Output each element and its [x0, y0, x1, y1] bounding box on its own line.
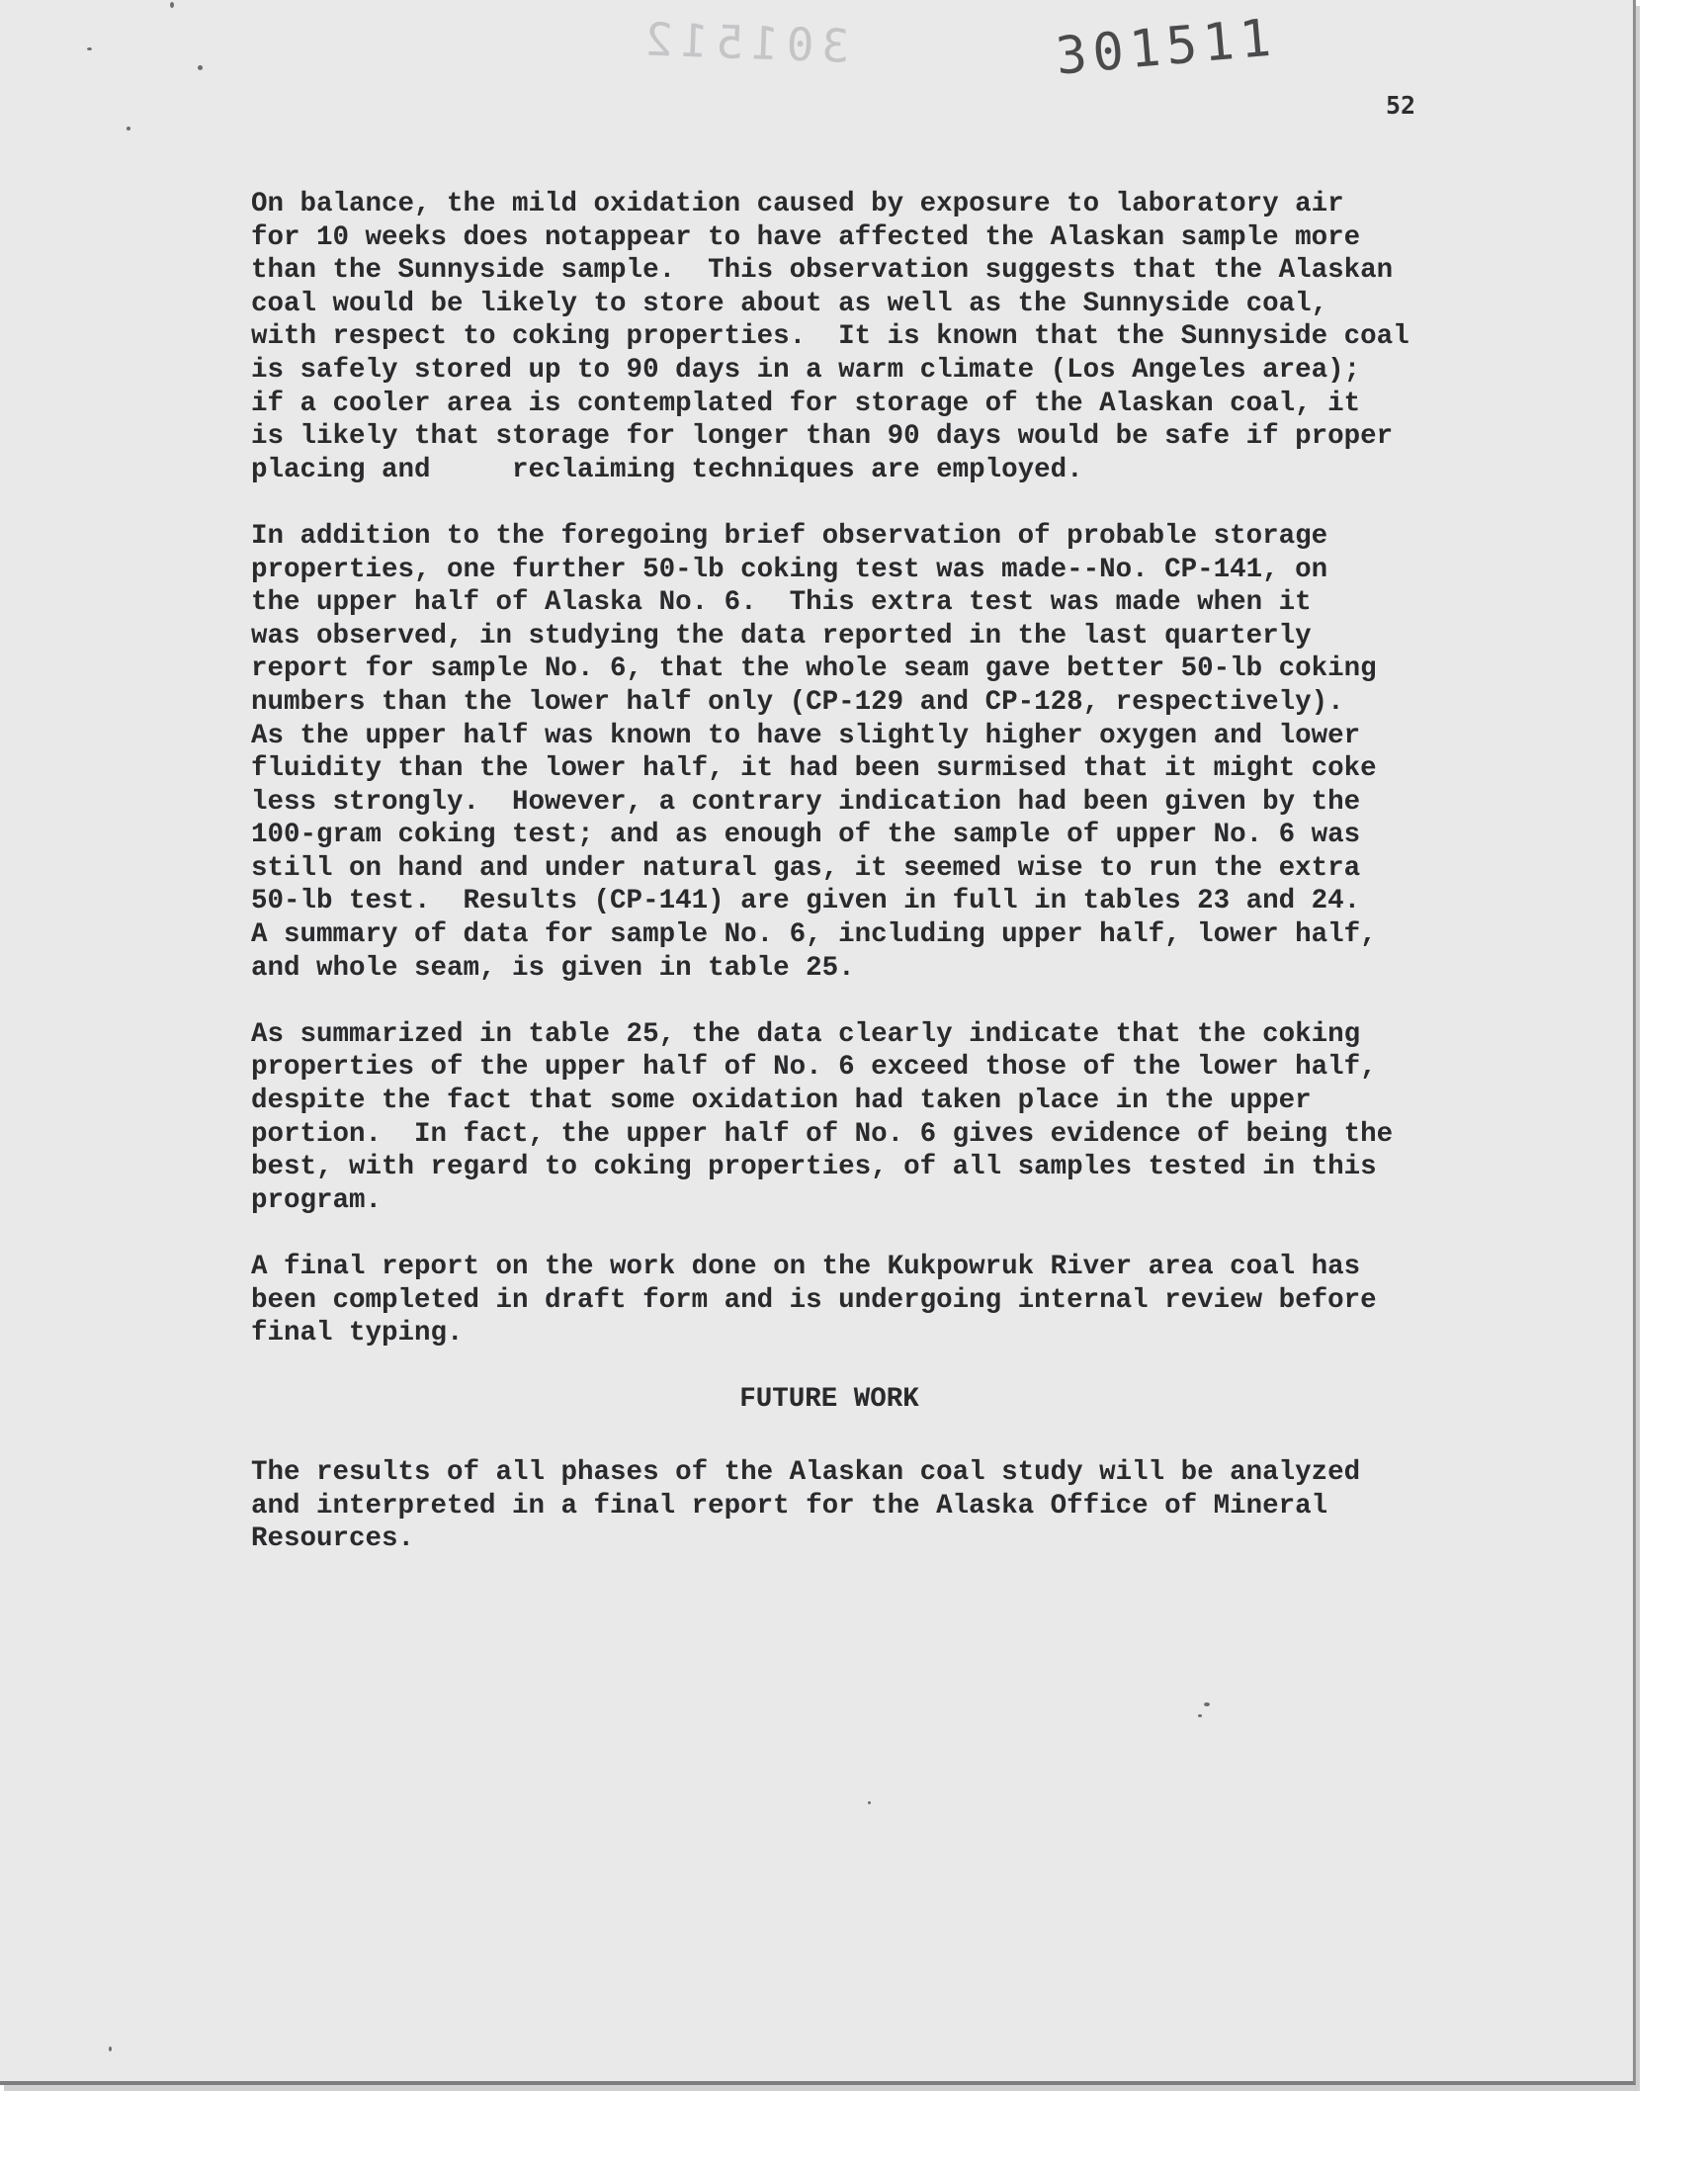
scan-margin [0, 2111, 1708, 2175]
section-heading-future-work: FUTURE WORK [739, 1384, 919, 1416]
text-line: On balance, the mild oxidation caused by exposure to laboratory air [251, 189, 1344, 219]
text-line: was observed, in studying the data reported in the last quarterly [251, 620, 1312, 652]
text-line: The results of all phases of the Alaskan coal study will be analyzed [251, 1456, 1361, 1488]
text-line: properties of the upper half of No. 6 exceed those of the lower half, [251, 1052, 1377, 1084]
paragraph-coking-test [251, 520, 1467, 985]
text-line: placing and reclaiming techniques are employed. [251, 454, 1083, 485]
text-line: and whole seam, is given in table 25. [251, 952, 855, 984]
scan-speck [109, 2046, 112, 2051]
scan-speck [127, 127, 130, 130]
text-line: portion. In fact, the upper half of No. 6 gives evidence of being the [251, 1118, 1394, 1150]
text-line: report for sample No. 6, that the whole seam gave better 50-lb coking [251, 653, 1377, 685]
text-line: is likely that storage for longer than 90 days would be safe if proper [251, 421, 1394, 453]
document-number-stamp: 301511 [1053, 8, 1280, 87]
text-line: numbers than the lower half only (CP-129 and CP-128, respectively). [251, 686, 1344, 718]
text-line: for 10 weeks does notappear to have affected the Alaskan sample more [251, 221, 1361, 253]
scan-speck [87, 47, 92, 50]
bleed-through-stamp: 301512 [637, 12, 851, 73]
text-line: fluidity than the lower half, it had been surmised that it might coke [251, 753, 1377, 785]
text-line: As the upper half was known to have slightly higher oxygen and lower [251, 720, 1361, 751]
text-line: final typing. [251, 1318, 464, 1349]
scan-speck [1204, 1702, 1210, 1706]
text-line: been completed in draft form and is undergoing internal review before [251, 1284, 1377, 1316]
text-line: program. [251, 1184, 383, 1216]
text-line: is safely stored up to 90 days in a warm climate (Los Angeles area); [251, 354, 1361, 386]
paragraph-final-report [251, 1251, 1467, 1350]
text-line: if a cooler area is contemplated for storage of the Alaskan coal, it [251, 388, 1361, 419]
text-line: In addition to the foregoing brief observation of probable storage [251, 520, 1328, 552]
text-line: with respect to coking properties. It is known that the Sunnyside coal [251, 321, 1409, 353]
text-line: less strongly. However, a contrary indication had been given by the [251, 786, 1361, 818]
scan-speck [198, 65, 203, 70]
text-line: despite the fact that some oxidation had taken place in the upper [251, 1086, 1312, 1117]
text-line: best, with regard to coking properties, of all samples tested in this [251, 1152, 1377, 1183]
scan-speck [1198, 1714, 1202, 1717]
page-number: 52 [1386, 91, 1416, 120]
paragraph-summary-table-25 [251, 1018, 1467, 1218]
text-line: As summarized in table 25, the data clearly indicate that the coking [251, 1018, 1361, 1050]
text-line: 50-lb test. Results (CP-141) are given in full in tables 23 and 24. [251, 886, 1361, 917]
text-line: A final report on the work done on the Kukpowruk River area coal has [251, 1252, 1361, 1282]
paragraph-storage-oxidation [251, 188, 1467, 486]
text-line: A summary of data for sample No. 6, including upper half, lower half, [251, 919, 1377, 951]
text-line: the upper half of Alaska No. 6. This extra test was made when it [251, 587, 1312, 619]
text-line: coal would be likely to store about as well as the Sunnyside coal, [251, 288, 1328, 319]
text-line: properties, one further 50-lb coking test was made--No. CP-141, on [251, 554, 1328, 585]
text-line: and interpreted in a final report for the Alaska Office of Mineral [251, 1490, 1328, 1522]
document-body [251, 188, 1467, 1589]
text-line: still on hand and under natural gas, it seemed wise to run the extra [251, 852, 1361, 884]
scan-speck [170, 2, 174, 8]
scan-speck [868, 1801, 871, 1804]
paragraph-future-work [251, 1456, 1467, 1556]
text-line: Resources. [251, 1523, 415, 1555]
text-line: 100-gram coking test; and as enough of the sample of upper No. 6 was [251, 820, 1361, 851]
text-line: than the Sunnyside sample. This observation suggests that the Alaskan [251, 255, 1394, 287]
